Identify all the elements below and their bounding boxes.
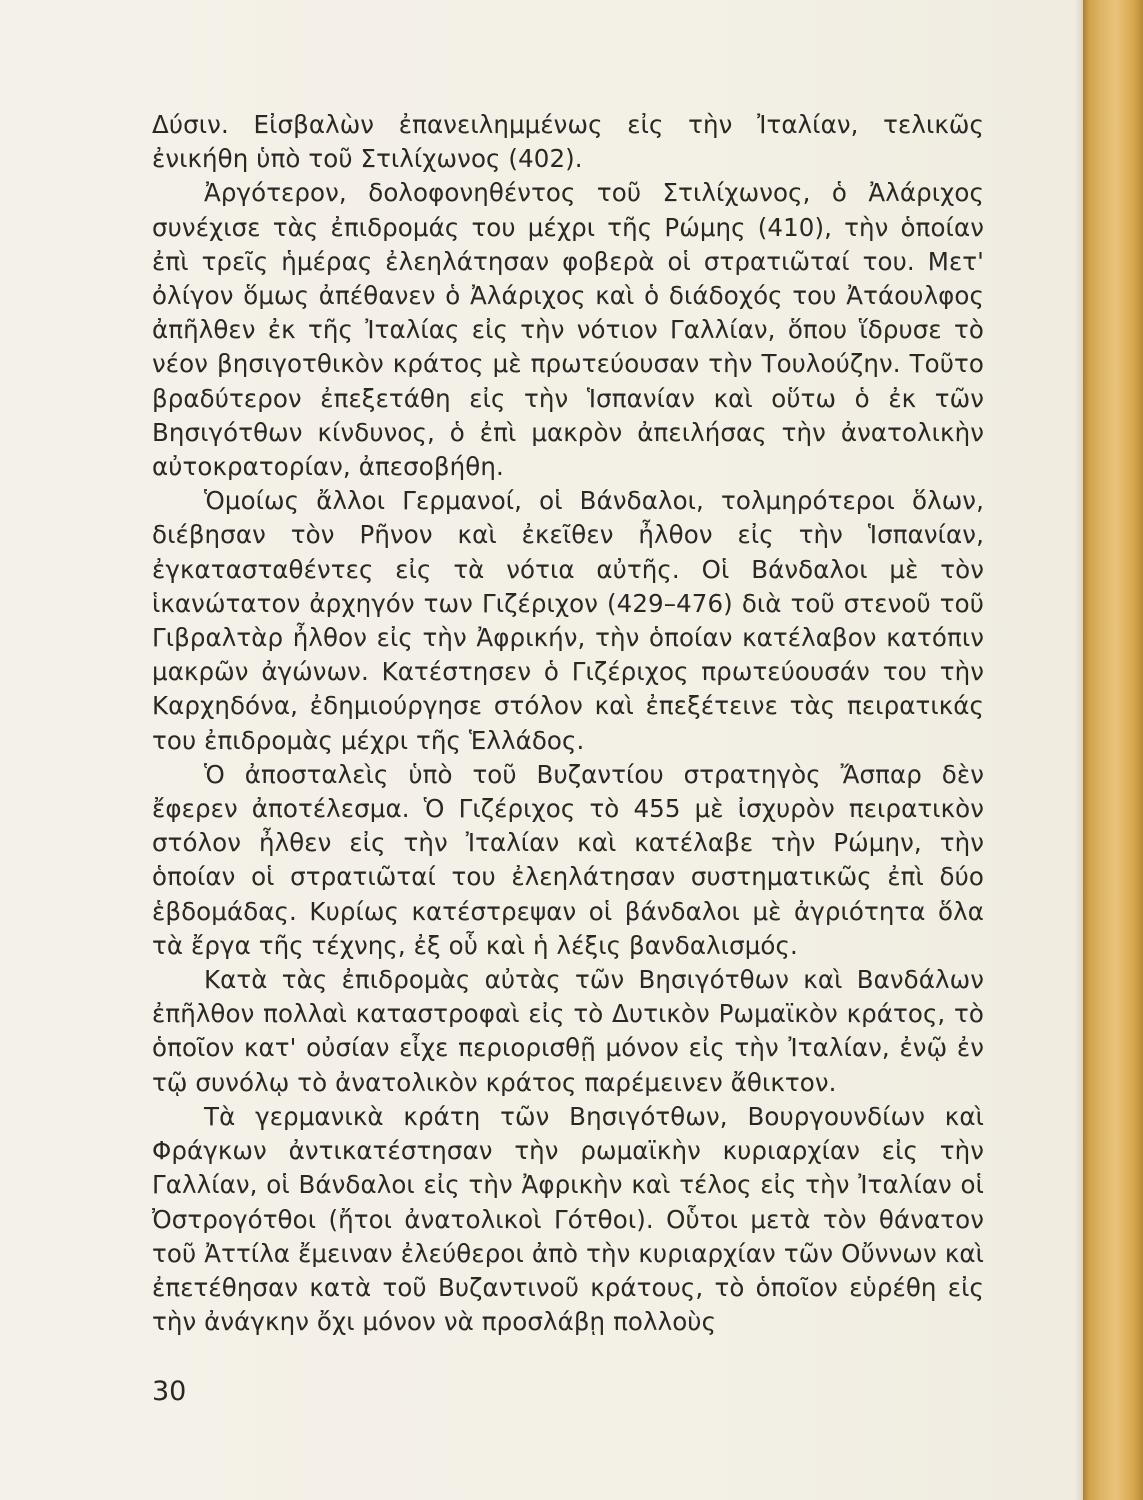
page-edge-shadow	[1075, 0, 1083, 1500]
paragraph-aspar: Ὁ ἀποσταλεὶς ὑπὸ τοῦ Βυζαντίου στρατηγὸς Ἄσπαρ δὲν ἔφερεν ἀποτέλεσμα. Ὁ Γιζέριχος τὸ 455 μὲ ἰσχυρὸν πειρατικὸν στόλον ἦλθεν εἰς τὴν Ἰταλίαν καὶ κατέλαβε τὴν Ρώμην, τὴν ὁποίαν οἱ στρατιῶταί του ἐλεηλάτησαν συστηματικῶς ἐπὶ δύο ἑβδομάδας. Κυρίως κατέστρεψαν οἱ βάνδαλοι μὲ ἀγριότητα ὅλα τὰ ἔργα τῆς τέχνης, ἐξ οὗ καὶ ἡ λέξις βανδαλισμός.	[152, 759, 984, 960]
paragraph-vandals: Ὁμοίως ἄλλοι Γερμανοί, οἱ Βάνδαλοι, τολμηρότεροι ὅλων, διέβησαν τὸν Ρῆνον καὶ ἐκεῖθεν ἦλθον εἰς τὴν Ἱσπανίαν, ἐγκατασταθέντες εἰς τὰ νότια αὐτῆς. Οἱ Βάνδαλοι μὲ τὸν ἱκανώτατον ἀρχηγόν των Γιζέριχον (429–476) διὰ τοῦ στενοῦ τοῦ Γιβραλτὰρ ἦλθον εἰς τὴν Ἀφρικήν, τὴν ὁποίαν κατέλαβον κατόπιν μακρῶν ἀγώνων. Κατέστησεν ὁ Γιζέριχος πρωτεύουσάν του τὴν Καρχηδόνα, ἐδημιούργησε στόλον καὶ ἐπεξέτεινε τὰς πειρατικάς του ἐπιδρομὰς μέχρι τῆς Ἑλλάδος.	[152, 486, 984, 755]
page-number: 30	[152, 1376, 187, 1407]
body-text	[152, 108, 984, 1339]
paragraph-alaric: Ἀργότερον, δολοφονηθέντος τοῦ Στιλίχωνος, ὁ Ἀλάριχος συνέχισε τὰς ἐπιδρομάς του μέχρι τῆς Ρώμης (410), τὴν ὁποίαν ἐπὶ τρεῖς ἡμέρας ἐλεηλάτησαν φοβερὰ οἱ στρατιῶταί του. Μετ' ὀλίγον ὅμως ἀπέθανεν ὁ Ἀλάριχος καὶ ὁ διάδοχός του Ἀτάουλφος ἀπῆλθεν ἐκ τῆς Ἰταλίας εἰς τὴν νότιον Γαλλίαν, ὅπου ἵδρυσε τὸ νέον βησιγοτθικὸν κράτος μὲ πρωτεύουσαν τὴν Τουλούζην. Τοῦτο βραδύτερον ἐπεξετάθη εἰς τὴν Ἱσπανίαν καὶ οὕτω ὁ ἐκ τῶν Βησιγότθων κίνδυνος, ὁ ἐπὶ μακρὸν ἀπειλήσας τὴν ἀνατολικὴν αὐτοκρατορίαν, ἀπεσοβήθη.	[152, 178, 984, 482]
paragraph-germanic-states: Τὰ γερμανικὰ κράτη τῶν Βησιγότθων, Βουργουνδίων καὶ Φράγκων ἀντικατέστησαν τὴν ρωμαϊκὴν κυριαρχίαν εἰς τὴν Γαλλίαν, οἱ Βάνδαλοι εἰς τὴν Ἀφρικὴν καὶ τέλος εἰς τὴν Ἰταλίαν οἱ Ὀστρογότθοι (ἤτοι ἀνατολικοὶ Γότθοι). Οὗτοι μετὰ τὸν θάνατον τοῦ Ἀττίλα ἔμειναν ἐλεύθεροι ἀπὸ τὴν κυριαρχίαν τῶν Οὔννων καὶ ἐπετέθησαν κατὰ τοῦ Βυζαντινοῦ κράτους, τὸ ὁποῖον εὑρέθη εἰς τὴν ἀνάγκην ὄχι μόνον νὰ προσλάβῃ πολλοὺς	[152, 1101, 984, 1337]
book-spine	[1083, 0, 1143, 1500]
paragraph-raids: Κατὰ τὰς ἐπιδρομὰς αὐτὰς τῶν Βησιγότθων καὶ Βανδάλων ἐπῆλθον πολλαὶ καταστροφαὶ εἰς τὸ Δυτικὸν Ρωμαϊκὸν κράτος, τὸ ὁποῖον κατ' οὐσίαν εἶχε περιορισθῇ μόνον εἰς τὴν Ἰταλίαν, ἐνῷ ἐν τῷ συνόλῳ τὸ ἀνατολικὸν κράτος παρέμεινεν ἄθικτον.	[152, 965, 984, 1097]
paragraph-continued: Δύσιν. Εἰσβαλὼν ἐπανειλημμένως εἰς τὴν Ἰταλίαν, τελικῶς ἐνικήθη ὑπὸ τοῦ Στιλίχωνος (402).	[152, 110, 984, 174]
